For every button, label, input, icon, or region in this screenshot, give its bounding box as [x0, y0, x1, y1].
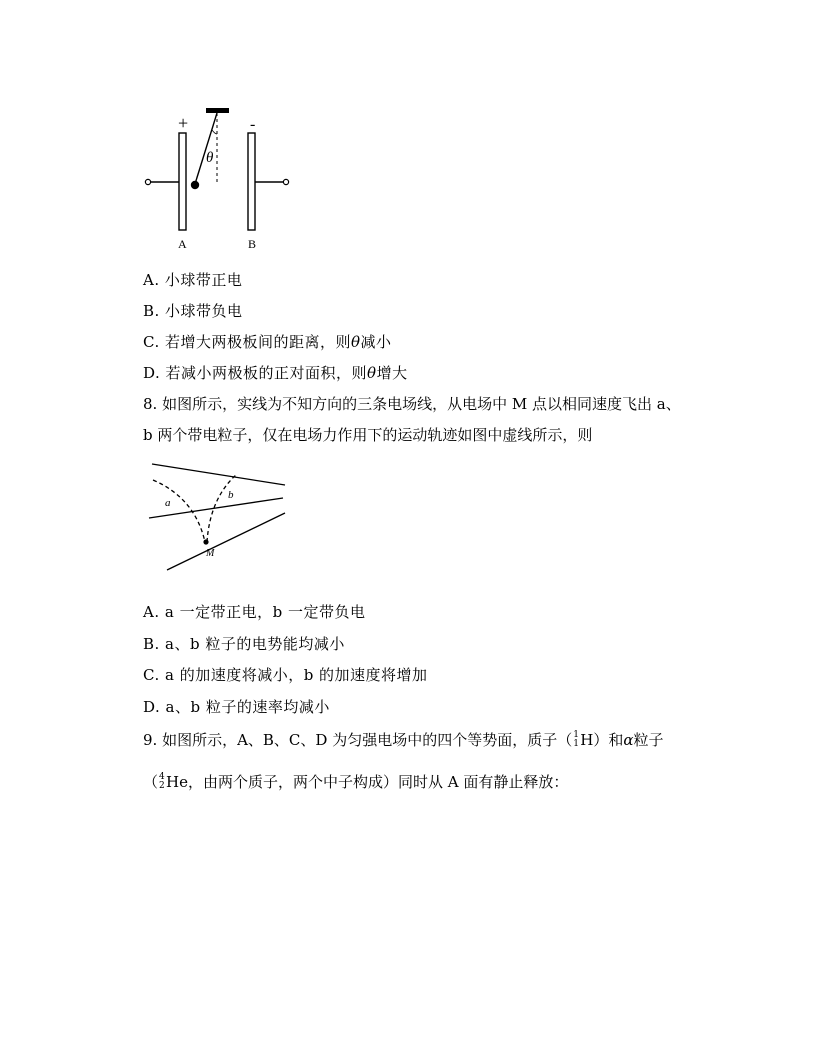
- q7-option-d: [143, 363, 408, 383]
- field-lines-figure: [145, 458, 290, 576]
- q9-stem-mid: ）和: [593, 731, 624, 749]
- plate-b-terminal: [283, 179, 288, 184]
- q9-open-paren: （: [143, 773, 159, 791]
- proton-charge-number: 1: [573, 739, 579, 749]
- q8-option-a: A. a 一定带正电，b 一定带负电: [143, 603, 366, 621]
- proton-symbol: H: [580, 731, 594, 749]
- q7-option-d-text: D. 若减小两极板的正对面积，则: [143, 364, 368, 382]
- trajectory-a-label: a: [165, 497, 171, 509]
- q9-stem-line-1: [143, 730, 663, 750]
- helium-isotope-notation: [158, 772, 166, 792]
- plate-a-label: A: [178, 237, 187, 251]
- theta-symbol: θ: [367, 364, 377, 382]
- theta-label: θ: [206, 150, 214, 166]
- q9-stem-line-2: [143, 772, 568, 792]
- charged-ball: [191, 181, 199, 189]
- plate-a: [179, 133, 186, 230]
- q7-option-c: [143, 332, 392, 352]
- angle-arc: [212, 130, 217, 134]
- q8-option-b: B. a、b 粒子的电势能均减小: [143, 635, 345, 653]
- q9-stem-tail: 粒子: [633, 731, 664, 749]
- point-m: [203, 539, 208, 544]
- q7-option-a: A. 小球带正电: [143, 271, 243, 289]
- plate-a-terminal: [145, 179, 150, 184]
- theta-symbol: θ: [350, 333, 361, 351]
- minus-sign-label: -: [250, 116, 256, 133]
- q7-option-c-text: C. 若增大两极板间的距离，则: [143, 333, 351, 351]
- field-line-top: [152, 464, 285, 485]
- trajectory-b: [207, 474, 237, 542]
- trajectory-b-label: b: [228, 489, 234, 501]
- helium-symbol: He: [166, 773, 188, 791]
- plate-b: [248, 133, 255, 230]
- q8-option-c: C. a 的加速度将减小，b 的加速度将增加: [143, 666, 428, 684]
- field-lines-svg: [145, 458, 290, 576]
- q8-option-d: D. a、b 粒子的速率均减小: [143, 698, 330, 716]
- pendulum-string: [195, 113, 217, 184]
- proton-mass-number: 1: [573, 730, 579, 740]
- q7-option-b: B. 小球带负电: [143, 302, 243, 320]
- capacitor-pendulum-figure: [140, 104, 300, 254]
- capacitor-pendulum-svg: [140, 104, 300, 254]
- q7-option-c-tail: 减小: [360, 333, 392, 351]
- proton-isotope-notation: [572, 730, 580, 750]
- q8-stem-line-1: 8. 如图所示，实线为不知方向的三条电场线，从电场中 M 点以相同速度飞出 a、: [143, 395, 681, 413]
- plate-b-label: B: [248, 237, 257, 251]
- alpha-symbol: α: [623, 731, 634, 749]
- q7-option-d-tail: 增大: [376, 364, 408, 382]
- field-line-bottom: [167, 513, 285, 570]
- helium-charge-number: 2: [159, 781, 165, 791]
- q9-stem-line-2-text: ，由两个质子，两个中子构成）同时从 A 面有静止释放：: [187, 773, 569, 791]
- q8-stem-line-2: b 两个带电粒子，仅在电场力作用下的运动轨迹如图中虚线所示，则: [143, 426, 593, 444]
- plus-sign-label: +: [178, 113, 189, 133]
- q9-stem-text: 9. 如图所示，A、B、C、D 为匀强电场中的四个等势面，质子（: [143, 731, 573, 749]
- ceiling-support: [206, 108, 229, 113]
- point-m-label: M: [206, 548, 215, 559]
- helium-mass-number: 4: [159, 772, 165, 782]
